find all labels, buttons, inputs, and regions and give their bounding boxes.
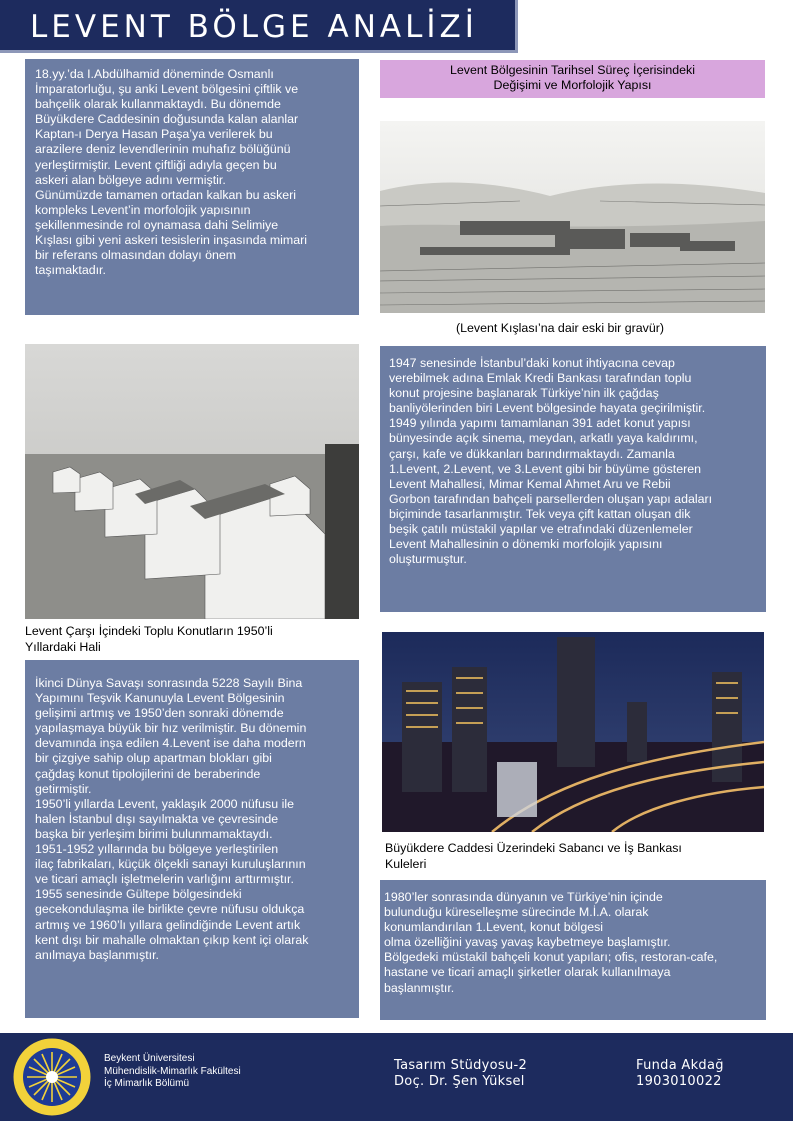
text-box-1947 [380,346,766,612]
footer-student: Funda Akdağ 1903010022 [636,1058,724,1089]
caption-engraving: (Levent Kışlası’na dair eski bir gravür) [456,321,664,335]
text-1980s: 1980’ler sonrasında dünyanın ve Türkiye’nin içinde bulunduğu küreselleşme sürecinde M.İ.A. olarak konumlandırılan 1.Levent, konut bölgesi olma özelliğini yavaş yavaş kaybetmeye başlamıştır. Bölgedeki müstakil bahçeli konut yapıları; ofis, restoran-cafe, hastane ve ticari amaçlı şirketler olarak kullanılmaya başlanmıştır. [384,890,718,995]
text-postwar: İkinci Dünya Savaşı sonrasında 5228 Sayılı Bina Yapımını Teşvik Kanunuyla Levent Bölgesinin gelişimi artmış ve 1950’den sonraki dönemde yapılaşmaya büyük bir hız verilmiştir. Bu dönemin devamında inşa edilen 4.Levent ise daha modern bir çizgiye sahip olup apartman blokları gibi çağdaş konut tipolojilerini de beraberinde getirmiştir. 1950’li yıllarda Levent, yaklaşık 2000 nüfusu ile halen İstanbul dışı sayılmakta ve çevresinde başka bir yerleşim birimi bulunmamaktaydı. 1951-1952 yıllarında bu bölgeye yerleştirilen ilaç fabrikaları, küçük ölçekli sanayi kuruluşlarının ve ticari amaçlı işletmelerin varlığını arttırmıştır. 1955 senesinde Gültepe bölgesindeki gecekondulaşma ile birlikte çevre nüfusu oldukça artmış ve 1960’lı yıllara gelindiğinde Levent artık kent dışı bir mahalle olmaktan çıkıp kent içi olarak anılmaya başlanmıştır. [35,676,309,962]
footer-course: Tasarım Stüdyosu-2 Doç. Dr. Şen Yüksel [394,1058,528,1089]
text-box-1980s [380,880,766,1020]
footer-institution: Beykent Üniversitesi Mühendislik-Mimarlık Fakültesi İç Mimarlık Bölümü [104,1053,241,1089]
section-title: Levent Bölgesinin Tarihsel Süreç İçerisindeki Değişimi ve Morfolojik Yapısı [450,63,695,92]
header-bar [0,0,518,53]
caption-towers: Büyükdere Caddesi Üzerindeki Sabancı ve İş Bankası Kuleleri [385,841,682,871]
text-1947: 1947 senesinde İstanbul’daki konut ihtiyacına cevap verebilmek adına Emlak Kredi Bankası tarafından toplu konut projesine başlanarak Türkiye’nin ilk çağdaş banliyölerinden biri Levent bölgesinde hayata geçirilmiştir. 1949 yılında yapımı tamamlanan 391 adet konut yapısı bünyesinde açık sinema, meydan, arkatlı yaya kaldırımı, çarşı, kafe ve dükkanları barındırmaktaydı. Zamanla 1.Levent, 2.Levent, ve 3.Levent gibi bir büyüme gösteren Levent Mahallesi, Mimar Kemal Ahmet Aru ve Rebii Gorbon tarafından bahçeli parsellerden oluşan yapı adaları biçiminde tasarlanmıştır. Tek veya çift kattan oluşan dik beşik çatılı müstakil yapılar ve etrafındaki düzenlemeler Levent Mahallesinin o dönemki morfolojik yapısını oluşturmuştur. [389,356,713,567]
page-title: LEVENT BÖLGE ANALİZİ [30,9,478,45]
university-seal [8,1036,96,1118]
engraving-image [380,121,765,313]
text-box-postwar [25,660,359,1018]
text-history: 18.yy.’da I.Abdülhamid döneminde Osmanlı İmparatorluğu, şu anki Levent bölgesini çiftlik ve bahçelik olarak kullanmaktaydı. Bu dönemde Büyükdere Caddesinin doğusunda kalan alanlar Kaptan-ı Derya Hasan Paşa’ya verilerek bu arazilere deniz levendlerinin muhafız bölüğünü yerleştirmiştir. Levent çiftliği adıyla geçen bu askeri alan bölgeye adını vermiştir. Günümüzde tamamen ortadan kalkan bu askeri kompleks Levent’in morfolojik yapısının şekillenmesinde rol oynamasa dahi Selimiye Kışlası gibi yeni askeri tesislerin inşasında mimari bir referans olmasından dolayı önem taşımaktadır. [35,67,308,278]
text-box-history [25,59,359,315]
section-title-box [380,60,765,98]
towers-photo [382,632,764,832]
housing-photo [25,344,359,619]
caption-housing: Levent Çarşı İçindeki Toplu Konutların 1950’li Yıllardaki Hali [25,624,273,654]
